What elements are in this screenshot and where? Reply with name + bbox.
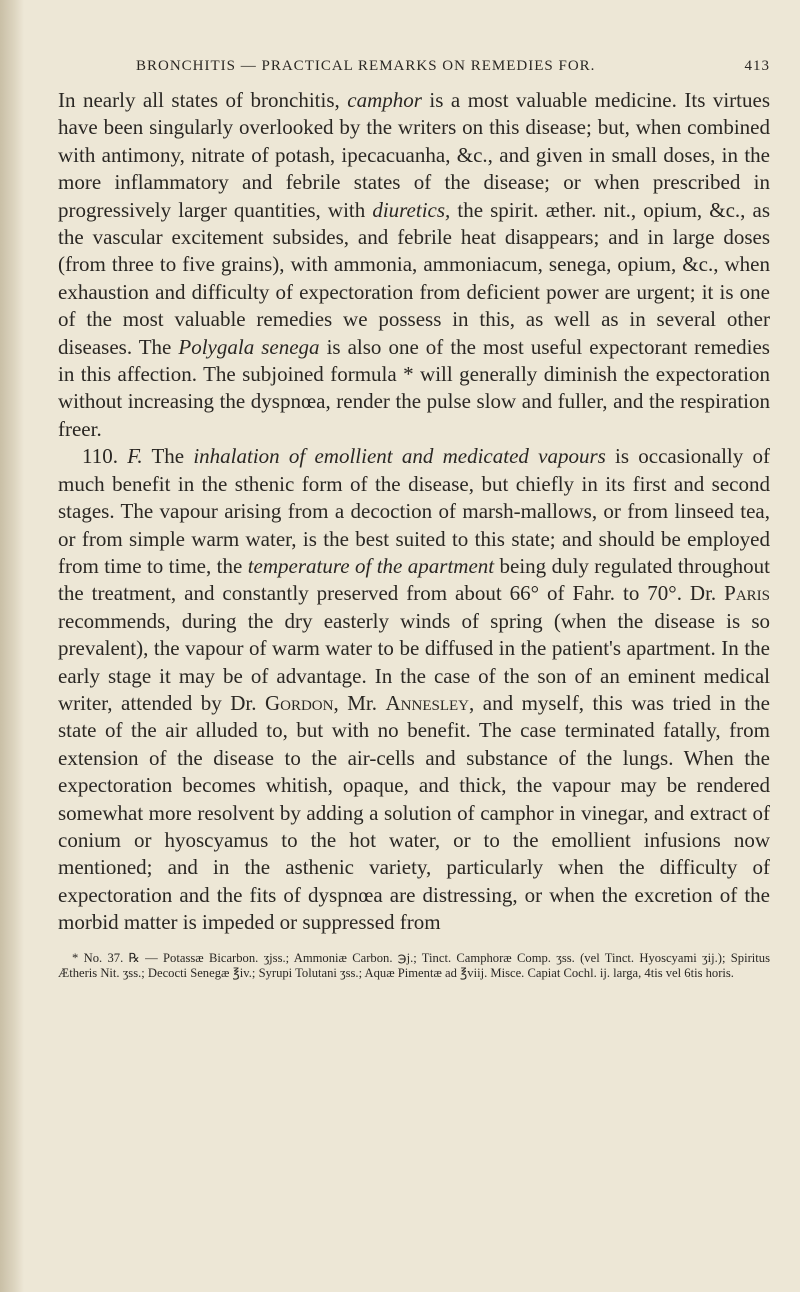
text-run: The bbox=[142, 444, 194, 469]
running-head bbox=[58, 58, 770, 75]
emphasis-temperature: temperature of the apartment bbox=[247, 553, 495, 578]
text-run: recommends, during the dry easterly winds of spring (when the disease is so prevalent), the vapour of warm water to be diffused in the patient's apartment. In the early stage it may be of advantage. In the case of the son of an eminent medical writer, attended by Dr. bbox=[58, 608, 770, 715]
footnote-formula: * No. 37. ℞ — Potassæ Bicarbon. ʒjss.; Ammoniæ Carbon. ℈j.; Tinct. Camphoræ Comp. ʒss. (vel Tinct. Hyoscyami ʒij.); Spiritus Ætheris Nit. ʒss.; Decocti Senegæ ℥iv.; Syrupi Tolutani ʒss.; Aquæ Pimentæ ad ℥viij. Misce. Capiat Cochl. ij. larga, 4tis vel 6tis horis. bbox=[58, 950, 770, 981]
paragraph-camphor bbox=[58, 87, 770, 443]
text-run: is also one of the most useful expectorant remedies in this affection. The subjoined formula * will generally diminish the expectoration without increasing the dyspnœa, render the pulse slow and fuller, and the respiration freer. bbox=[58, 334, 770, 441]
name-gordon: Gordon bbox=[264, 690, 334, 715]
page-number: 413 bbox=[744, 58, 770, 74]
emphasis-polygala-senega: Polygala senega bbox=[178, 334, 320, 359]
running-head-title: BRONCHITIS — PRACTICAL REMARKS ON REMEDIES FOR. bbox=[136, 58, 596, 74]
text-run: is occasionally of much benefit in the sthenic form of the disease, but chiefly in its first and second stages. The vapour arising from a decoction of marsh-mallows, or from linseed tea, or from simple warm water, is the best suited to this state; and should be employed from time to time, the bbox=[58, 444, 770, 578]
text-run: being duly regulated throughout the treatment, and constantly preserved from about 66° of Fahr. to 70°. Dr. bbox=[58, 553, 770, 606]
emphasis-diuretics: diuretics, bbox=[372, 197, 451, 222]
name-paris: Paris bbox=[724, 581, 770, 606]
emphasis-inhalation: inhalation of emollient and medicated vapours bbox=[193, 444, 606, 469]
paragraph-110-inhalation bbox=[58, 443, 770, 936]
text-run: the spirit. æther. nit., opium, &c., as the vascular excitement subsides, and febrile heat disappears; and in large doses (from three to five grains), with ammonia, ammoniacum, senega, opium, &c., when exhaustion and difficulty of expectoration from deficient power are urgent; it is one of the most valuable remedies we possess in this, as well as in several other diseases. The bbox=[58, 197, 770, 359]
section-number: 110. bbox=[82, 444, 128, 469]
book-binding-edge bbox=[0, 0, 24, 1292]
text-run: is a most valuable medicine. Its virtues have been singularly overlooked by the writers on this disease; but, when combined with antimony, nitrate of potash, ipecacuanha, &c., and given in small doses, in the more inflammatory and febrile states of the disease; or when prescribed in progressively larger quantities, with bbox=[58, 88, 771, 222]
name-annesley: Annesley bbox=[385, 690, 470, 715]
text-run: , Mr. bbox=[333, 690, 386, 715]
text-run: , and myself, this was tried in the state of the air alluded to, but with no benefit. The case terminated fatally, from extension of the disease to the air-cells and substance of the lungs. When the expectoration becomes whitish, opaque, and thick, the vapour may be rendered somewhat more resolvent by adding a solution of camphor in vinegar, and extract of conium or hyoscyamus to the hot water, or to the emollient infusions now mentioned; and in the asthenic variety, particularly when the difficulty of expectoration and the fits of dyspnœa are distressing, or when the excretion of the morbid matter is impeded or suppressed from bbox=[58, 690, 771, 935]
section-letter: F. bbox=[127, 444, 143, 469]
text-run: In nearly all states of bronchitis, bbox=[58, 88, 348, 112]
emphasis-camphor: camphor bbox=[347, 88, 422, 112]
book-page bbox=[58, 58, 770, 994]
